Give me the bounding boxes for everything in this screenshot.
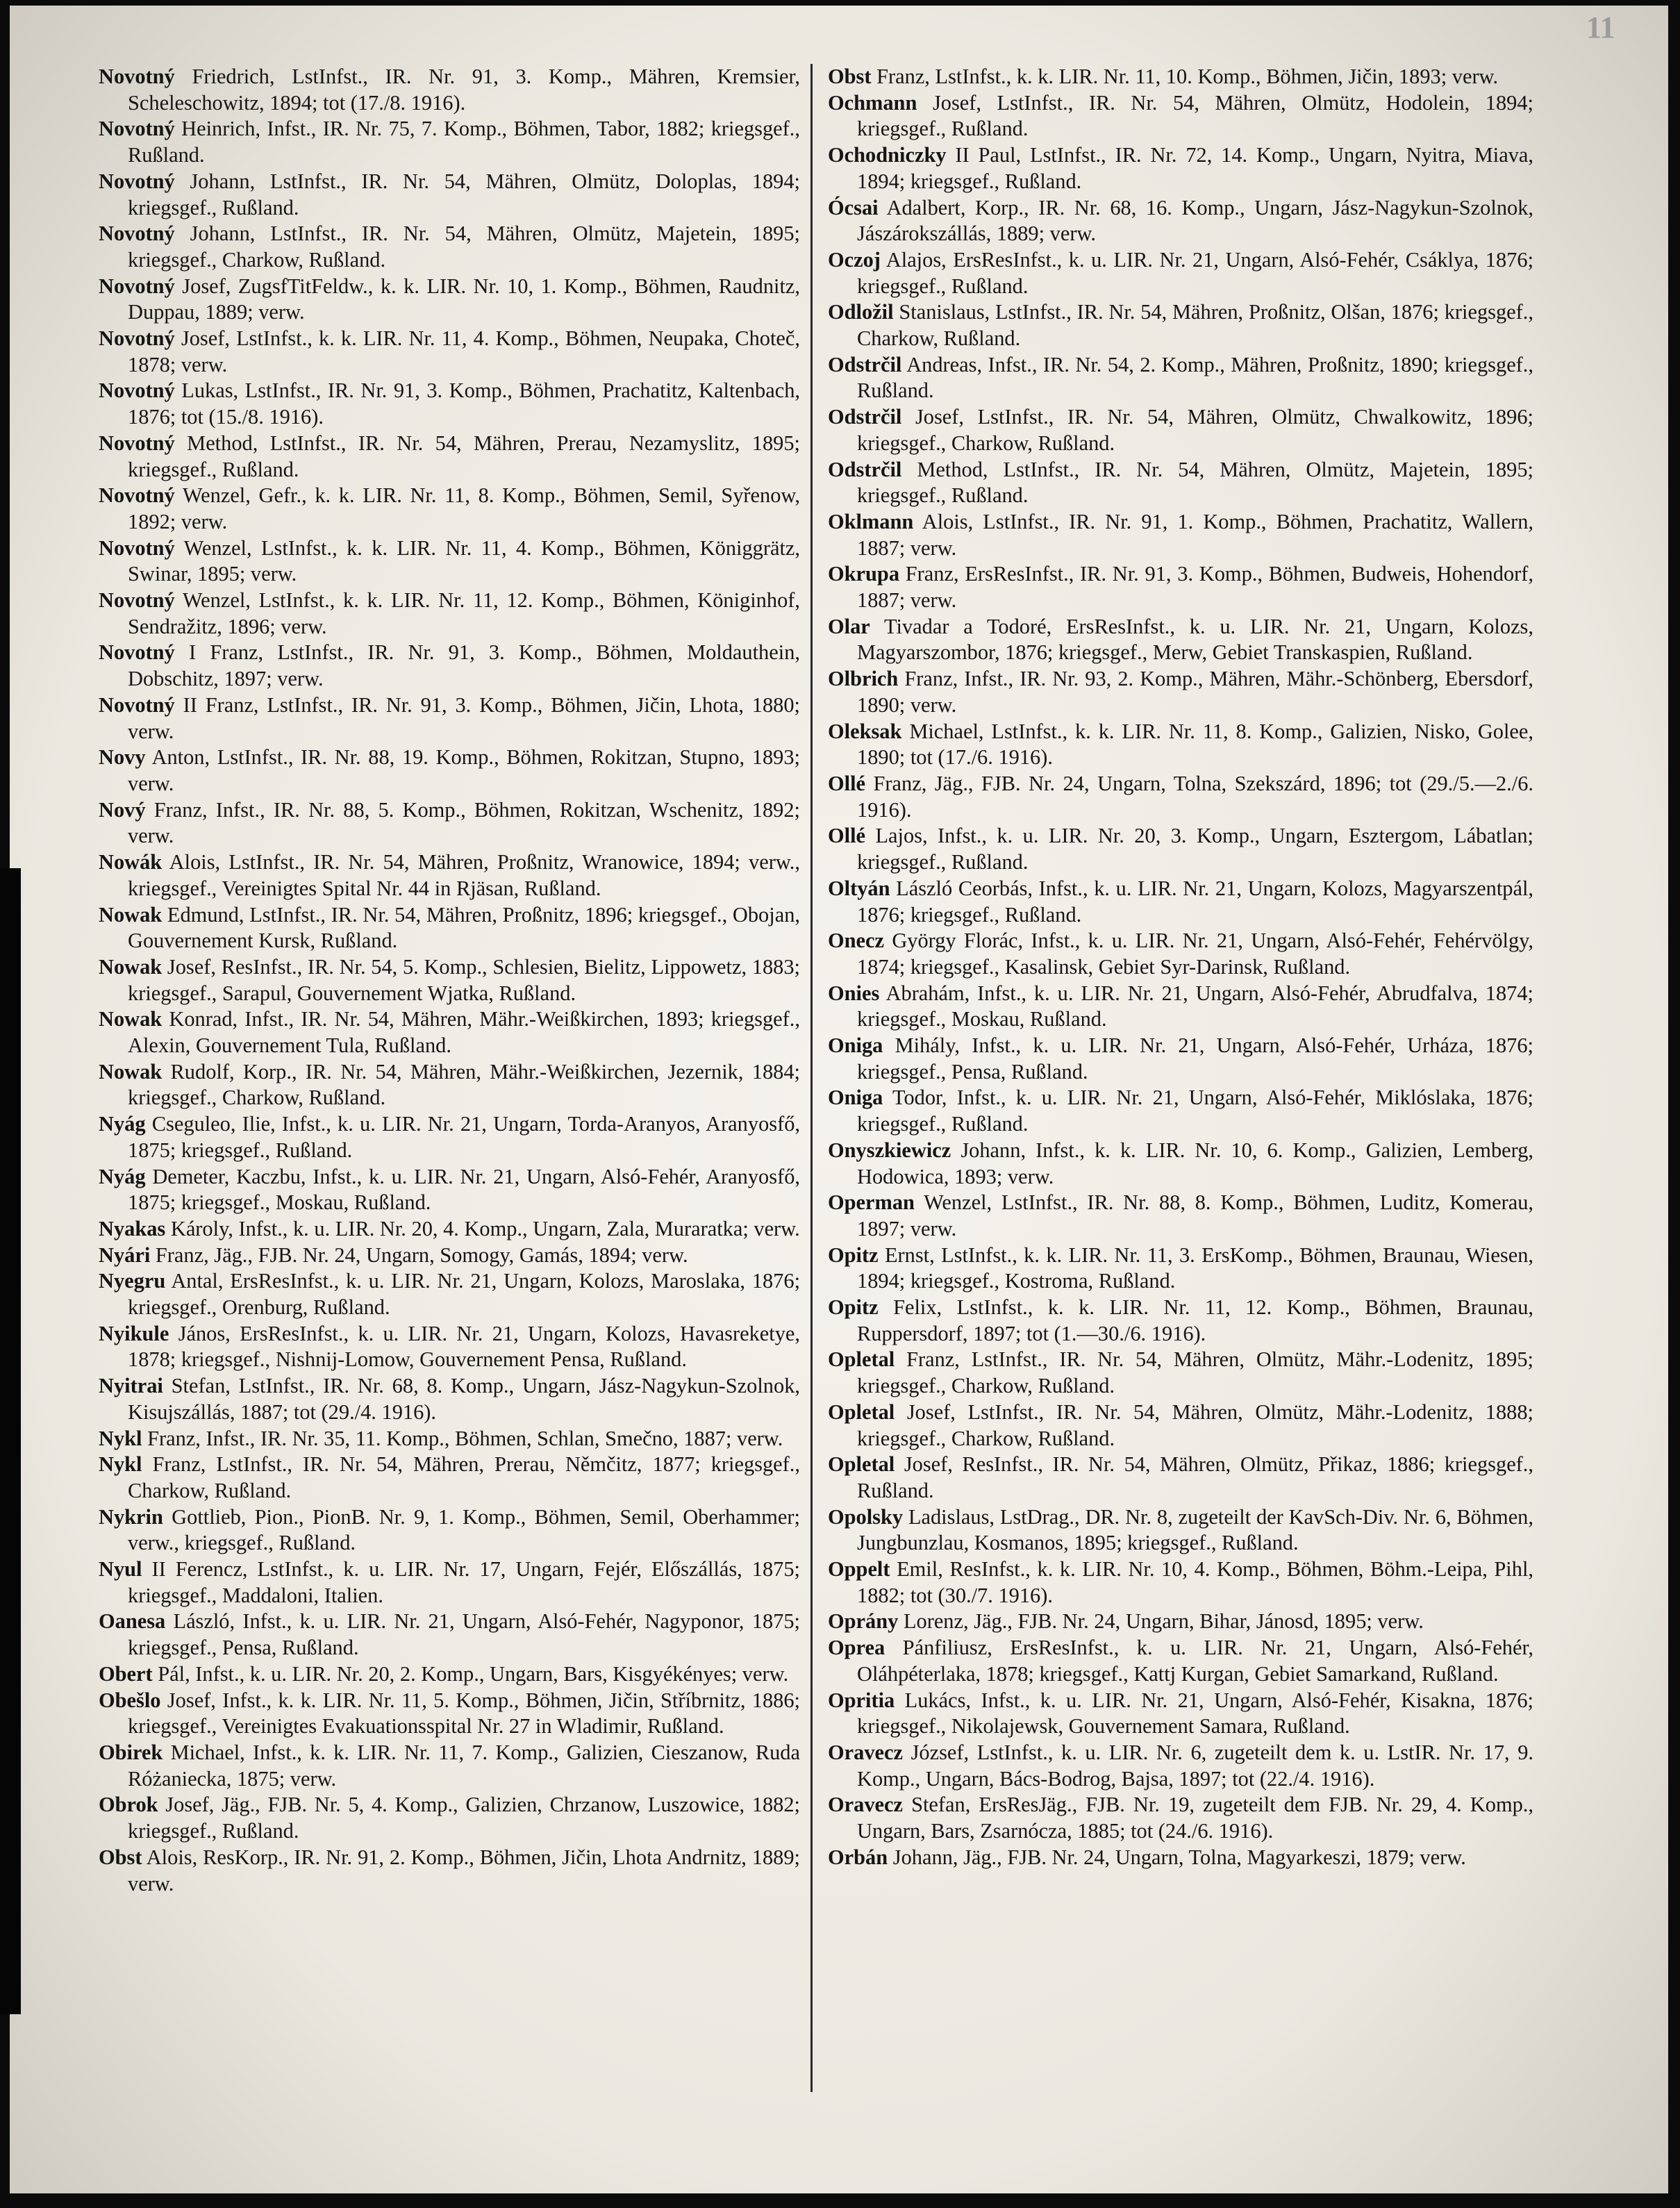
entry-surname: Nyitrai [99,1374,163,1398]
register-entry [99,692,800,745]
entry-details: Franz, Jäg., FJB. Nr. 24, Ungarn, Tolna, Szekszárd, 1896; tot (29./5.—2./6. 1916). [857,771,1533,822]
entry-details: I Franz, LstInfst., IR. Nr. 91, 3. Komp., Böhmen, Moldauthein, Dobschitz, 1897; verw. [128,640,800,691]
entry-details: Heinrich, Infst., IR. Nr. 75, 7. Komp., Böhmen, Tabor, 1882; kriegsgef., Rußland. [128,117,800,167]
entry-details: Todor, Infst., k. u. LIR. Nr. 21, Ungarn, Alsó-Fehér, Miklóslaka, 1876; kriegsgef., Rußland. [857,1086,1533,1136]
register-entry [828,352,1533,404]
entry-surname: Nowak [99,954,163,979]
entry-surname: Opletal [828,1400,895,1424]
entry-surname: Oniga [828,1034,883,1058]
binding-edge [0,868,21,2014]
entry-surname: Obrok [99,1793,158,1817]
entry-details: Lukács, Infst., k. u. LIR. Nr. 21, Ungarn, Alsó-Fehér, Kisakna, 1876; kriegsgef., Nikolajewsk, Gouvernement Samara, Rußland. [857,1688,1533,1738]
entry-details: Stefan, LstInfst., IR. Nr. 68, 8. Komp., Ungarn, Jász-Nagykun-Szolnok, Kisujszállás, 1887; tot (29./4. 1916). [128,1374,800,1424]
register-entry [828,1740,1533,1792]
entry-details: II Paul, LstInfst., IR. Nr. 72, 14. Komp., Ungarn, Nyitra, Miava, 1894; kriegsgef., Rußland. [857,143,1533,193]
entry-details: Johann, LstInfst., IR. Nr. 54, Mähren, Olmütz, Doloplas, 1894; kriegsgef., Rußland. [128,169,800,219]
entry-surname: Operman [828,1190,915,1215]
entry-details: Demeter, Kaczbu, Infst., k. u. LIR. Nr. 21, Ungarn, Alsó-Fehér, Aranyosfő, 1875; kriegsgef., Moskau, Rußland. [128,1164,800,1215]
register-entry [828,142,1533,194]
entry-surname: Nykl [99,1452,142,1477]
entry-details: Wenzel, LstInfst., k. k. LIR. Nr. 11, 12. Komp., Böhmen, Königinhof, Sendražitz, 1896; verw. [128,588,800,638]
entry-details: Cseguleo, Ilie, Infst., k. u. LIR. Nr. 21, Ungarn, Torda-Aranyos, Aranyosfő, 1875; kriegsgef., Rußland. [128,1112,800,1162]
entry-surname: Okrupa [828,562,900,586]
entry-details: Franz, Infst., IR. Nr. 35, 11. Komp., Böhmen, Schlan, Smečno, 1887; verw. [147,1426,783,1450]
entry-surname: Novotný [99,274,175,298]
entry-details: Michael, Infst., k. k. LIR. Nr. 11, 7. Komp., Galizien, Cieszanow, Ruda Różaniecka, 1875; verw. [128,1741,800,1791]
register-entry [99,1164,800,1216]
entry-surname: Odstrčil [828,352,902,376]
register-entry [828,1635,1533,1687]
entry-details: Josef, ResInfst., IR. Nr. 54, 5. Komp., Schlesien, Bielitz, Lippowetz, 1883; kriegsgef., Sarapul, Gouvernement Wjatka, Rußland. [128,954,800,1005]
register-entry [99,1059,800,1111]
entry-details: Stefan, ErsResJäg., FJB. Nr. 19, zugeteilt dem FJB. Nr. 29, 4. Komp., Ungarn, Bars, Zsarnócza, 1885; tot (24./6. 1916). [857,1793,1533,1843]
entry-details: Adalbert, Korp., IR. Nr. 68, 16. Komp., Ungarn, Jász-Nagykun-Szolnok, Jászárokszállás, 1889; verw. [857,195,1534,246]
entry-surname: Opletal [828,1452,895,1477]
entry-details: Pánfiliusz, ErsResInfst., k. u. LIR. Nr. 21, Ungarn, Alsó-Fehér, Oláhpéterlaka, 1878; kriegsgef., Kattj Kurgan, Gebiet Samarkand, Rußland. [857,1636,1533,1686]
entry-surname: Nyakas [99,1216,166,1240]
entry-surname: Obst [828,65,872,88]
entry-details: Alois, LstInfst., IR. Nr. 91, 1. Komp., Böhmen, Prachatitz, Wallern, 1887; verw. [857,509,1533,560]
register-entry [828,666,1533,718]
register-entry [99,1321,800,1373]
entry-surname: Oravecz [828,1793,903,1817]
register-entry [828,247,1533,299]
register-entry [828,719,1533,771]
entry-details: Josef, Jäg., FJB. Nr. 5, 4. Komp., Galizien, Chrzanow, Luszowice, 1882; kriegsgef., Rußland. [128,1793,800,1843]
entry-details: Josef, LstInfst., IR. Nr. 54, Mähren, Olmütz, Hodolein, 1894; kriegsgef., Rußland. [857,90,1534,141]
entry-details: Josef, LstInfst., k. k. LIR. Nr. 11, 4. Komp., Böhmen, Neupaka, Choteč, 1878; verw. [128,326,800,376]
entry-surname: Novotný [99,431,175,455]
register-entry [828,195,1533,247]
register-entry [99,1243,800,1269]
entry-surname: Odstrčil [828,457,902,481]
register-entry [99,1006,800,1059]
entry-surname: Onecz [828,929,885,953]
entry-details: Gottlieb, Pion., PionB. Nr. 9, 1. Komp., Böhmen, Semil, Oberhammer; verw., kriegsgef., Rußland. [128,1504,800,1555]
register-entry [99,902,800,954]
entry-surname: Obirek [99,1741,163,1764]
register-entry [828,771,1533,823]
entry-surname: Oprány [828,1609,899,1634]
register-entry [828,1138,1533,1190]
entry-surname: Oppelt [828,1557,890,1582]
column-divider [810,64,813,2092]
entry-surname: Novotný [99,117,175,141]
register-entry [828,1295,1533,1347]
register-entry [99,169,800,221]
entry-surname: Nykl [99,1426,142,1450]
entry-details: József, LstInfst., k. u. LIR. Nr. 6, zugeteilt dem k. u. LstIR. Nr. 17, 9. Komp., Ungarn, Bács-Bodrog, Bajsa, 1897; tot (22./4. 1916). [857,1741,1533,1791]
entry-surname: Oprea [828,1636,885,1660]
register-entry [828,457,1533,509]
entry-details: Lajos, Infst., k. u. LIR. Nr. 20, 3. Komp., Ungarn, Esztergom, Lábatlan; kriegsgef., Rußland. [857,824,1533,874]
register-entry [828,1557,1533,1609]
entry-details: Michael, LstInfst., k. k. LIR. Nr. 11, 8. Komp., Galizien, Nisko, Golee, 1890; tot (17./6. 1916). [857,719,1533,770]
register-entry [99,849,800,902]
entry-details: Alajos, ErsResInfst., k. u. LIR. Nr. 21, Ungarn, Alsó-Fehér, Csáklya, 1876; kriegsgef., Rußland. [857,247,1534,298]
register-entry [99,1452,800,1504]
entry-details: Franz, LstInfst., IR. Nr. 54, Mähren, Olmütz, Mähr.-Lodenitz, 1895; kriegsgef., Charkow, Rußland. [857,1347,1533,1398]
entry-surname: Oklmann [828,509,914,533]
entry-details: Anton, LstInfst., IR. Nr. 88, 19. Komp., Böhmen, Rokitzan, Stupno, 1893; verw. [128,745,801,795]
entry-surname: Nyág [99,1112,146,1136]
entry-details: Method, LstInfst., IR. Nr. 54, Mähren, Olmütz, Majetein, 1895; kriegsgef., Rußland. [857,457,1533,508]
register-entry [828,1609,1533,1635]
entry-details: Lukas, LstInfst., IR. Nr. 91, 3. Komp., Böhmen, Prachatitz, Kaltenbach, 1876; tot (15./8. 1916). [128,379,800,429]
entry-surname: Olbrich [828,667,899,691]
entry-surname: Novotný [99,483,175,508]
entry-details: Josef, Infst., k. k. LIR. Nr. 11, 5. Komp., Böhmen, Jičin, Stříbrnitz, 1886; kriegsgef., Vereinigtes Evakuationsspital Nr. 27 in Wladimir, Rußland. [128,1688,800,1738]
register-entry [99,640,800,692]
entry-details: László Ceorbás, Infst., k. u. LIR. Nr. 21, Ungarn, Kolozs, Magyarszentpál, 1876; kriegsgef., Rußland. [857,876,1533,927]
entry-details: Ernst, LstInfst., k. k. LIR. Nr. 11, 3. ErsKomp., Böhmen, Braunau, Wiesen, 1894; kriegsgef., Kostroma, Rußland. [857,1243,1533,1293]
register-entry [828,1452,1533,1504]
register-entry [99,1557,800,1609]
entry-details: Felix, LstInfst., k. k. LIR. Nr. 11, 12. Komp., Böhmen, Braunau, Ruppersdorf, 1897; tot (1.—30./6. 1916). [857,1295,1533,1345]
entry-surname: Opitz [828,1243,879,1267]
register-entry [99,1845,800,1897]
entry-details: Tivadar a Todoré, ErsResInfst., k. u. LIR. Nr. 21, Ungarn, Kolozs, Magyarszombor, 1876; kriegsgef., Merw, Gebiet Transkaspien, Rußland. [857,614,1533,665]
register-entry [99,1688,800,1740]
left-column [99,64,800,1897]
entry-details: János, ErsResInfst., k. u. LIR. Nr. 21, Ungarn, Kolozs, Havasreketye, 1878; kriegsgef., Nishnij-Lomow, Gouvernement Pensa, Rußland. [128,1321,800,1372]
entry-surname: Ócsai [828,195,879,219]
register-entry [828,981,1533,1033]
entry-details: Josef, LstInfst., IR. Nr. 54, Mähren, Olmütz, Chwalkowitz, 1896; kriegsgef., Charkow, Rußland. [857,405,1533,455]
entry-details: Konrad, Infst., IR. Nr. 54, Mähren, Mähr.-Weißkirchen, 1893; kriegsgef., Alexin, Gouvernement Tula, Rußland. [128,1007,800,1058]
entry-surname: Novotný [99,588,175,613]
entry-surname: Oczoj [828,247,881,272]
register-entry [99,1426,800,1452]
register-entry [828,1792,1533,1844]
entry-details: Károly, Infst., k. u. LIR. Nr. 20, 4. Komp., Ungarn, Zala, Muraratka; verw. [170,1216,800,1240]
entry-details: Johann, Jäg., FJB. Nr. 24, Ungarn, Tolna, Magyarkeszi, 1879; verw. [892,1845,1466,1869]
register-entry [828,1347,1533,1399]
register-entry [99,797,800,849]
register-entry [99,1111,800,1163]
entry-surname: Novotný [99,65,175,88]
entry-surname: Obešlo [99,1688,161,1712]
register-entry [99,1661,800,1688]
entry-surname: Nowak [99,1059,163,1084]
entry-surname: Novotný [99,692,175,717]
register-entry [99,1373,800,1425]
entry-details: Rudolf, Korp., IR. Nr. 54, Mähren, Mähr.-Weißkirchen, Jezernik, 1884; kriegsgef., Charkow, Rußland. [128,1059,800,1110]
entry-details: Johann, LstInfst., IR. Nr. 54, Mähren, Olmütz, Majetein, 1895; kriegsgef., Charkow, Rußland. [128,222,800,272]
entry-surname: Orbán [828,1845,888,1869]
entry-details: Emil, ResInfst., k. k. LIR. Nr. 10, 4. Komp., Böhmen, Böhm.-Leipa, Pihl, 1882; tot (30./7. 1916). [857,1557,1533,1607]
entry-surname: Opolsky [828,1504,904,1529]
entry-details: Lorenz, Jäg., FJB. Nr. 24, Ungarn, Bihar, Jánosd, 1895; verw. [903,1609,1424,1634]
entry-details: Stanislaus, LstInfst., IR. Nr. 54, Mähren, Proßnitz, Olšan, 1876; kriegsgef., Charkow, Rußland. [857,300,1533,351]
register-entry [828,90,1533,142]
entry-surname: Ochodniczky [828,143,947,167]
entry-surname: Nyári [99,1243,151,1267]
entry-surname: Ochmann [828,90,917,115]
entry-surname: Obst [99,1845,142,1869]
register-entry [99,1216,800,1243]
register-entry [828,509,1533,561]
register-entry [99,378,800,430]
register-entry [828,1190,1533,1242]
register-entry [99,221,800,273]
entry-surname: Oanesa [99,1609,166,1634]
register-entry [828,64,1533,90]
entry-surname: Olar [828,614,870,638]
entry-details: Method, LstInfst., IR. Nr. 54, Mähren, Prerau, Nezamyslitz, 1895; kriegsgef., Rußland. [128,431,800,481]
entry-surname: Oravecz [828,1741,903,1764]
entry-details: Franz, Infst., IR. Nr. 93, 2. Komp., Mähren, Mähr.-Schönberg, Ebersdorf, 1890; verw. [857,667,1533,717]
entry-surname: Obert [99,1661,153,1686]
entry-surname: Novotný [99,326,175,351]
entry-details: Mihály, Infst., k. u. LIR. Nr. 21, Ungarn, Alsó-Fehér, Urháza, 1876; kriegsgef., Pensa, Rußland. [857,1034,1533,1084]
entry-details: László, Infst., k. u. LIR. Nr. 21, Ungarn, Alsó-Fehér, Nagyponor, 1875; kriegsgef., Pensa, Rußland. [128,1609,800,1660]
entry-surname: Onies [828,981,880,1005]
entry-surname: Nyikule [99,1321,169,1345]
entry-surname: Novotný [99,536,175,560]
entry-details: Johann, Infst., k. k. LIR. Nr. 10, 6. Komp., Galizien, Lemberg, Hodowica, 1893; verw. [857,1138,1533,1188]
entry-details: II Franz, LstInfst., IR. Nr. 91, 3. Komp., Böhmen, Jičin, Lhota, 1880; verw. [128,692,800,743]
register-entry [828,299,1533,351]
entry-details: Josef, LstInfst., IR. Nr. 54, Mähren, Olmütz, Mähr.-Lodenitz, 1888; kriegsgef., Charkow, Rußland. [857,1400,1533,1450]
entry-surname: Opletal [828,1347,895,1372]
right-column [828,64,1533,1871]
register-entry [828,1504,1533,1557]
register-entry [99,954,800,1006]
entry-details: Ladislaus, LstDrag., DR. Nr. 8, zugeteilt der KavSch-Div. Nr. 6, Böhmen, Jungbunzlau, Kosmanos, 1895; kriegsgef., Rußland. [857,1504,1533,1555]
register-entry [99,588,800,640]
entry-details: Franz, LstInfst., k. k. LIR. Nr. 11, 10. Komp., Böhmen, Jičin, 1893; verw. [876,65,1499,88]
register-entry [828,614,1533,666]
entry-surname: Odložil [828,300,894,324]
entry-surname: Onyszkiewicz [828,1138,951,1162]
entry-details: Franz, Infst., IR. Nr. 88, 5. Komp., Böhmen, Rokitzan, Wschenitz, 1892; verw. [128,797,800,848]
entry-surname: Nowak [99,902,163,927]
register-entry [828,1243,1533,1295]
register-entry [828,404,1533,456]
entry-surname: Nyág [99,1164,146,1188]
entry-surname: Ollé [828,824,866,848]
entry-surname: Opitz [828,1295,879,1320]
register-entry [828,561,1533,613]
entry-details: Abrahám, Infst., k. u. LIR. Nr. 21, Ungarn, Alsó-Fehér, Abrudfalva, 1874; kriegsgef., Moskau, Rußland. [857,981,1534,1031]
entry-details: Alois, LstInfst., IR. Nr. 54, Mähren, Proßnitz, Wranowice, 1894; verw., kriegsgef., Vereinigtes Spital Nr. 44 in Rjäsan, Rußland. [128,850,800,900]
entry-details: Franz, LstInfst., IR. Nr. 54, Mähren, Prerau, Němčitz, 1877; kriegsgef., Charkow, Rußland. [128,1452,800,1502]
entry-details: Franz, Jäg., FJB. Nr. 24, Ungarn, Somogy, Gamás, 1894; verw. [155,1243,688,1267]
register-entry [99,431,800,483]
register-entry [99,1609,800,1661]
entry-details: Wenzel, LstInfst., k. k. LIR. Nr. 11, 4. Komp., Böhmen, Königgrätz, Swinar, 1895; verw. [128,536,800,586]
register-entry [828,928,1533,980]
register-entry [99,64,800,116]
entry-surname: Oltyán [828,876,890,900]
entry-surname: Novotný [99,222,175,246]
entry-surname: Nowák [99,850,163,874]
register-entry [828,1033,1533,1085]
entry-details: Franz, ErsResInfst., IR. Nr. 91, 3. Komp., Böhmen, Budweis, Hohendorf, 1887; verw. [857,562,1533,613]
register-entry [99,536,800,588]
register-entry [828,1845,1533,1871]
register-entry [828,1400,1533,1452]
register-entry [99,1792,800,1844]
entry-details: Josef, ZugsfTitFeldw., k. k. LIR. Nr. 10, 1. Komp., Böhmen, Raudnitz, Duppau, 1889; verw. [128,274,800,324]
page-number: 11 [1586,10,1615,44]
register-entry [99,1268,800,1320]
entry-surname: Ollé [828,771,866,795]
entry-surname: Nowak [99,1007,163,1031]
entry-surname: Nykrin [99,1504,163,1529]
entry-surname: Opritia [828,1688,895,1712]
register-entry [828,1688,1533,1740]
entry-surname: Oniga [828,1086,883,1110]
entry-details: II Ferencz, LstInfst., k. u. LIR. Nr. 17, Ungarn, Fejér, Előszállás, 1875; kriegsgef., Maddaloni, Italien. [128,1557,801,1607]
entry-details: Alois, ResKorp., IR. Nr. 91, 2. Komp., Böhmen, Jičin, Lhota Andrnitz, 1889; verw. [128,1845,800,1895]
entry-details: György Florác, Infst., k. u. LIR. Nr. 21, Ungarn, Alsó-Fehér, Fehérvölgy, 1874; kriegsgef., Kasalinsk, Gebiet Syr-Darinsk, Rußland. [857,929,1533,979]
entry-surname: Novy [99,745,146,770]
entry-details: Wenzel, Gefr., k. k. LIR. Nr. 11, 8. Komp., Böhmen, Semil, Syřenow, 1892; verw. [128,483,800,533]
entry-surname: Oleksak [828,719,902,743]
entry-surname: Nyegru [99,1269,166,1293]
register-entry [99,1504,800,1557]
register-entry [99,1740,800,1792]
register-entry [828,876,1533,928]
register-entry [828,823,1533,875]
entry-details: Pál, Infst., k. u. LIR. Nr. 20, 2. Komp., Ungarn, Bars, Kisgyékényes; verw. [158,1661,789,1686]
entry-details: Josef, ResInfst., IR. Nr. 54, Mähren, Olmütz, Přikaz, 1886; kriegsgef., Rußland. [857,1452,1533,1502]
entry-details: Wenzel, LstInfst., IR. Nr. 88, 8. Komp., Böhmen, Luditz, Komerau, 1897; verw. [857,1190,1533,1240]
entry-details: Antal, ErsResInfst., k. u. LIR. Nr. 21, Ungarn, Kolozs, Maroslaka, 1876; kriegsgef., Orenburg, Rußland. [128,1269,801,1320]
entry-details: Friedrich, LstInfst., IR. Nr. 91, 3. Komp., Mähren, Kremsier, Scheleschowitz, 1894; tot (17./8. 1916). [128,65,800,115]
register-entry [99,326,800,378]
register-entry [99,483,800,535]
register-entry [828,1085,1533,1137]
entry-surname: Novotný [99,169,175,193]
register-entry [99,116,800,168]
entry-surname: Novotný [99,640,175,665]
scanned-page [10,6,1668,2193]
entry-surname: Odstrčil [828,405,902,429]
entry-details: Edmund, LstInfst., IR. Nr. 54, Mähren, Proßnitz, 1896; kriegsgef., Obojan, Gouvernement Kursk, Rußland. [128,902,800,953]
entry-surname: Novotný [99,379,175,403]
entry-details: Andreas, Infst., IR. Nr. 54, 2. Komp., Mähren, Proßnitz, 1890; kriegsgef., Rußland. [857,352,1534,403]
register-entry [99,274,800,326]
entry-surname: Nový [99,797,146,822]
register-entry [99,745,800,797]
entry-surname: Nyul [99,1557,142,1582]
